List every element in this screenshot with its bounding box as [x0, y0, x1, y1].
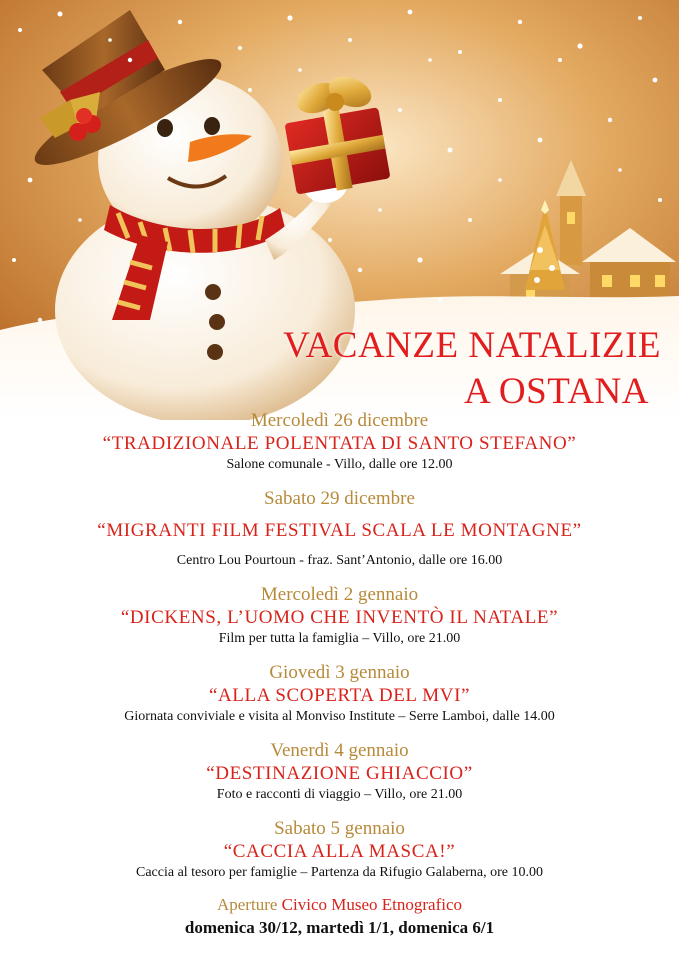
event-item	[0, 584, 679, 648]
event-title: “CACCIA ALLA MASCA!”	[223, 841, 456, 862]
poster-title-line-2: A OSTANA	[463, 371, 649, 412]
event-detail: Foto e racconti di viaggio – Villo, ore 21.00	[216, 787, 463, 802]
event-detail: Salone comunale - Villo, dalle ore 12.00	[226, 457, 453, 472]
event-date: Sabato 29 dicembre	[264, 488, 415, 509]
museum-name: Civico Museo Etnografico	[281, 895, 463, 914]
event-date: Mercoledì 26 dicembre	[250, 410, 429, 431]
event-detail: Caccia al tesoro per famiglie – Partenza da Rifugio Galaberna, ore 10.00	[135, 865, 543, 880]
events-list	[0, 410, 679, 940]
event-date: Mercoledì 2 gennaio	[260, 584, 419, 605]
event-item	[0, 662, 679, 726]
event-item	[0, 410, 679, 474]
museum-openings-heading	[0, 894, 679, 916]
museum-opening-dates: domenica 30/12, martedì 1/1, domenica 6/1	[184, 918, 495, 937]
event-title: “ALLA SCOPERTA DEL MVI”	[208, 685, 471, 706]
event-detail: Giornata conviviale e visita al Monviso Institute – Serre Lamboi, dalle 14.00	[124, 709, 555, 724]
event-title: “MIGRANTI FILM FESTIVAL SCALA LE MONTAGNE”	[97, 520, 582, 541]
event-date: Giovedì 3 gennaio	[269, 662, 410, 683]
event-date: Sabato 5 gennaio	[274, 818, 405, 839]
event-title: “DESTINAZIONE GHIACCIO”	[206, 763, 473, 784]
event-date: Venerdì 4 gennaio	[270, 740, 409, 761]
event-item	[0, 488, 679, 570]
event-item	[0, 740, 679, 804]
event-detail: Centro Lou Pourtoun - fraz. Sant’Antonio, dalle ore 16.00	[176, 553, 503, 568]
poster-title-line-1: VACANZE NATALIZIE	[283, 325, 661, 366]
museum-openings-prefix: Aperture	[216, 895, 278, 914]
event-title: “DICKENS, L’UOMO CHE INVENTÒ IL NATALE”	[120, 607, 559, 628]
event-detail: Film per tutta la famiglia – Villo, ore 21.00	[218, 631, 461, 646]
event-item	[0, 818, 679, 882]
event-title: “TRADIZIONALE POLENTATA DI SANTO STEFANO”	[102, 433, 577, 454]
